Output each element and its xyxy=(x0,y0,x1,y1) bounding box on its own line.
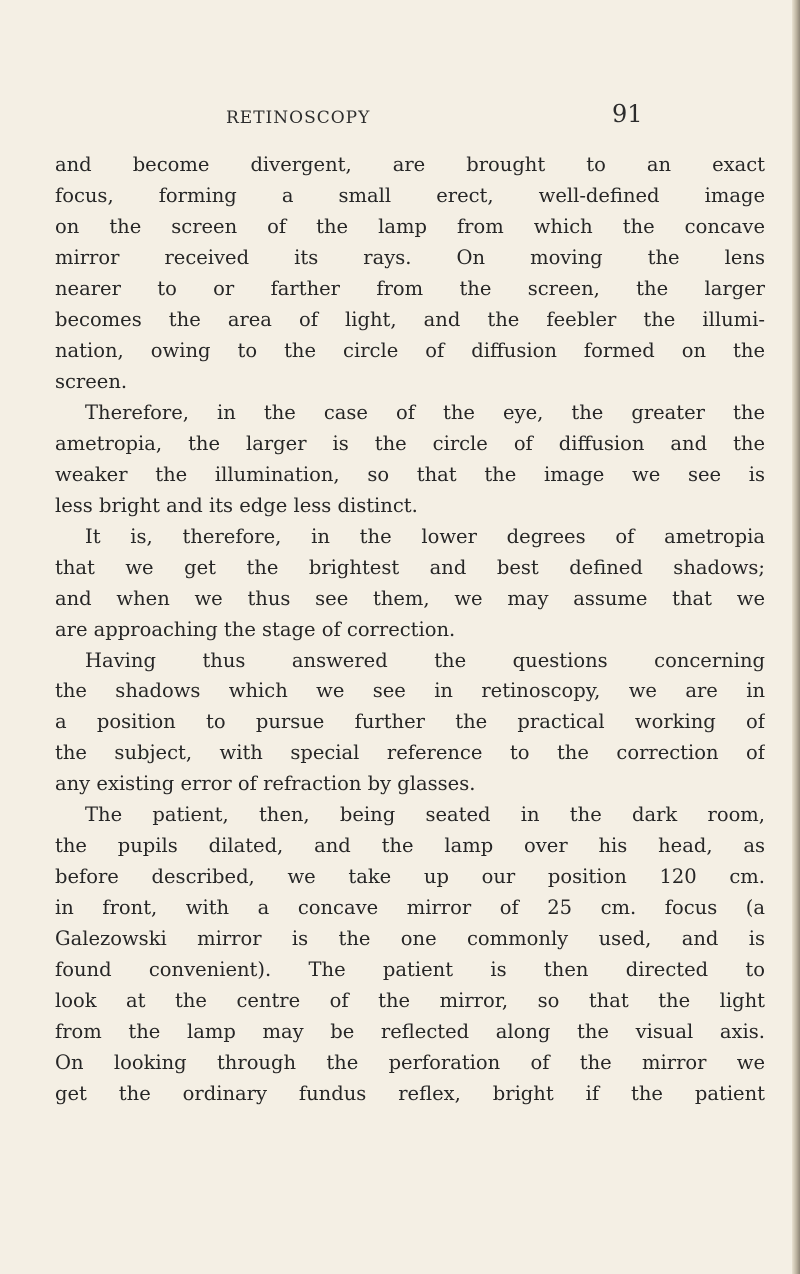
text-line: the subject, with special reference to the correction of xyxy=(55,741,765,765)
text-line: the shadows which we see in retinoscopy, we are in xyxy=(55,679,765,703)
page-number: 91 xyxy=(612,100,643,128)
text-line: get the ordinary fundus reflex, bright if the patient xyxy=(55,1082,765,1106)
text-line: becomes the area of light, and the feebler the illumi- xyxy=(55,307,765,331)
text-line: found convenient). The patient is then directed to xyxy=(55,958,765,982)
running-head xyxy=(0,100,800,136)
text-line: on the screen of the lamp from which the concave xyxy=(55,214,765,238)
text-line: nation, owing to the circle of diffusion formed on the xyxy=(55,338,765,362)
text-line: On looking through the perforation of the mirror we xyxy=(55,1051,765,1075)
text-line: and become divergent, are brought to an exact xyxy=(55,153,765,176)
text-line: the pupils dilated, and the lamp over his head, as xyxy=(55,834,765,858)
text-line: less bright and its edge less distinct. xyxy=(55,493,418,517)
page-edge-shadow xyxy=(792,0,800,1274)
text-line: screen. xyxy=(55,369,128,393)
text-line: weaker the illumination, so that the image we see is xyxy=(55,462,765,486)
text-line: any existing error of refraction by glasses. xyxy=(55,772,476,796)
text-line: before described, we take up our position 120 cm. xyxy=(55,865,765,889)
running-head-title: RETINOSCOPY xyxy=(226,108,371,128)
text-line: a position to pursue further the practical working of xyxy=(55,710,765,734)
text-line: Therefore, in the case of the eye, the greater the xyxy=(85,400,765,424)
text-line: from the lamp may be reflected along the visual axis. xyxy=(55,1020,765,1044)
text-line: are approaching the stage of correction. xyxy=(55,617,456,641)
text-line: focus, forming a small erect, well-defined image xyxy=(55,183,765,207)
text-line: mirror received its rays. On moving the lens xyxy=(55,245,765,269)
text-line: nearer to or farther from the screen, the larger xyxy=(55,276,765,300)
text-line: ametropia, the larger is the circle of diffusion and the xyxy=(55,431,765,455)
text-line: The patient, then, being seated in the dark room, xyxy=(85,803,765,827)
text-line: and when we thus see them, we may assume that we xyxy=(55,586,765,610)
text-line: in front, with a concave mirror of 25 cm. focus (a xyxy=(55,896,765,920)
text-line: that we get the brightest and best defined shadows; xyxy=(55,555,765,579)
text-line: It is, therefore, in the lower degrees of ametropia xyxy=(85,524,765,548)
text-line: look at the centre of the mirror, so that the light xyxy=(55,989,765,1013)
text-line: Having thus answered the questions concerning xyxy=(85,648,765,672)
body-text xyxy=(55,150,765,1110)
text-line: Galezowski mirror is the one commonly used, and is xyxy=(55,927,765,951)
